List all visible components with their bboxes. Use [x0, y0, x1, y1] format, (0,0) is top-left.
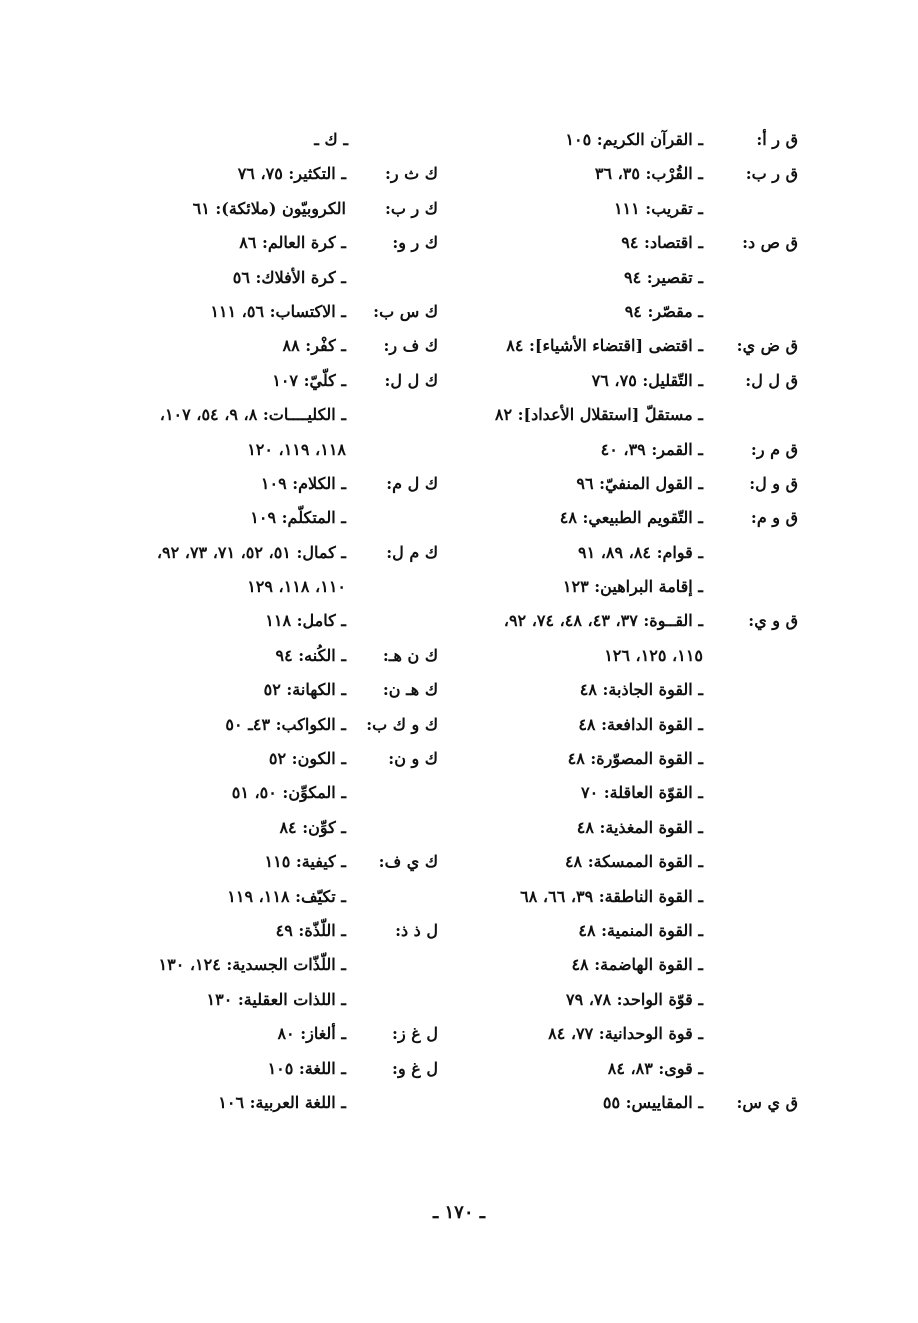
- root-letters: ك ث ر:: [384, 164, 438, 184]
- index-row: [63, 226, 438, 260]
- index-entry: ـ قوّة الواحد: ٧٨، ٧٩: [565, 989, 703, 1009]
- root-letters: ل غ ز:: [392, 1024, 438, 1044]
- root-letters: ق ي س:: [736, 1092, 798, 1112]
- index-entry: ـ القُرْب: ٣٥، ٣٦: [594, 164, 703, 184]
- index-row: [468, 742, 798, 776]
- index-entry: ـ كوِّن: ٨٤: [279, 817, 346, 837]
- index-entry: ـ مقصّر: ٩٤: [624, 301, 703, 321]
- right-index-column: [468, 123, 798, 1120]
- index-row: [63, 501, 438, 535]
- index-entry: ـ اللذات العقلية: ١٣٠: [206, 989, 346, 1009]
- root-letters: ك و ن:: [388, 749, 438, 769]
- index-row: [468, 261, 798, 295]
- index-entry: ـ كامل: ١١٨: [265, 611, 346, 631]
- index-entry: ـ ك ـ: [314, 130, 348, 149]
- index-row: [63, 261, 438, 295]
- index-entry: ـ الكلام: ١٠٩: [260, 473, 346, 493]
- index-entry: ـ القمر: ٣٩، ٤٠: [600, 439, 703, 459]
- index-entry: ـ قوى: ٨٣، ٨٤: [607, 1058, 703, 1078]
- index-entry: ـ كرة العالم: ٨٦: [239, 233, 346, 253]
- index-entry: ـ التّقويم الطبيعي: ٤٨: [559, 508, 703, 528]
- index-row: [63, 192, 438, 226]
- index-entry: ـ المكوِّن: ٥٠، ٥١: [231, 783, 346, 803]
- index-row: [63, 157, 438, 191]
- index-row: [468, 157, 798, 191]
- index-row: [63, 1086, 438, 1120]
- index-row: [468, 501, 798, 535]
- index-row: [63, 983, 438, 1017]
- index-row: [63, 708, 438, 742]
- root-letters: ق م ر:: [750, 439, 798, 459]
- root-letters: ل ذ ذ:: [395, 920, 438, 940]
- index-row: [63, 811, 438, 845]
- index-row: [63, 1052, 438, 1086]
- index-row: [468, 398, 798, 432]
- section-letter-header: [63, 123, 438, 157]
- index-row: [63, 639, 438, 673]
- index-entry: ـ اللّذّات الجسدية: ١٢٤، ١٣٠: [158, 955, 346, 975]
- index-entry: ـ كيفية: ١١٥: [264, 852, 346, 872]
- index-row: [63, 604, 438, 638]
- index-row: [468, 1017, 798, 1051]
- index-row: [468, 983, 798, 1017]
- index-entry: ـ اللّذّة: ٤٩: [275, 920, 346, 940]
- index-entry: ـ القوّة العاقلة: ٧٠: [581, 783, 703, 803]
- index-row: [63, 1017, 438, 1051]
- root-letters: ق ص د:: [742, 233, 798, 253]
- index-entry: ـ كفْر: ٨٨: [282, 336, 346, 356]
- index-entry: ـ المقاييس: ٥٥: [602, 1092, 703, 1112]
- index-entry: ـ الكهانة: ٥٢: [263, 680, 346, 700]
- index-row: [468, 1086, 798, 1120]
- index-row: [63, 536, 438, 570]
- index-entry: ـ القول المنفيّ: ٩٦: [576, 473, 703, 493]
- index-entry: ١١٨، ١١٩، ١٢٠: [247, 439, 346, 459]
- index-row: [63, 295, 438, 329]
- index-entry: ـ القوة الدافعة: ٤٨: [578, 714, 703, 734]
- index-entry: ـ ألغاز: ٨٠: [277, 1024, 346, 1044]
- index-row: [468, 329, 798, 363]
- index-row: [468, 880, 798, 914]
- root-letters: ك ل ل:: [384, 370, 438, 390]
- index-entry: ـ القوة الممسكة: ٤٨: [564, 852, 703, 872]
- index-row: [63, 742, 438, 776]
- index-row: [63, 329, 438, 363]
- index-row: [468, 604, 798, 638]
- index-row: [63, 364, 438, 398]
- root-letters: ق و م:: [750, 508, 798, 528]
- index-row: [468, 570, 798, 604]
- index-row: [468, 536, 798, 570]
- index-row: [468, 1052, 798, 1086]
- index-entry: ـ قوام: ٨٤، ٨٩، ٩١: [577, 542, 703, 562]
- index-entry: ١١٥، ١٢٥، ١٢٦: [604, 645, 703, 665]
- root-letters: ق ل ل:: [745, 370, 798, 390]
- index-entry: ـ الكليــــات: ٨، ٩، ٥٤، ١٠٧،: [159, 405, 346, 425]
- index-entry: ـ إقامة البراهين: ١٢٣: [562, 577, 703, 597]
- root-letters: ك ي ف:: [378, 852, 438, 872]
- index-entry: ـ القرآن الكريم: ١٠٥: [565, 130, 703, 149]
- index-row: [63, 914, 438, 948]
- index-entry: ـ تقصير: ٩٤: [624, 267, 703, 287]
- index-row: [63, 570, 438, 604]
- root-letters: ك م ل:: [386, 542, 438, 562]
- index-entry: ـ كلّيّ: ١٠٧: [272, 370, 346, 390]
- index-entry: ـ الكواكب: ٤٣ـ ٥٠: [225, 714, 346, 734]
- index-entry: ـ اللغة العربية: ١٠٦: [218, 1092, 346, 1112]
- index-row: [468, 811, 798, 845]
- index-entry: ـ القوة المصوّرة: ٤٨: [567, 749, 703, 769]
- index-row: [468, 192, 798, 226]
- index-entry: ١١٠، ١١٨، ١٢٩: [247, 577, 346, 597]
- index-row: [468, 295, 798, 329]
- index-row: [63, 398, 438, 432]
- index-row: [468, 364, 798, 398]
- left-index-column: [63, 123, 438, 1120]
- index-entry: ـ كرة الأفلاك: ٥٦: [232, 267, 346, 287]
- index-entry: ـ القوة الهاضمة: ٤٨: [571, 955, 703, 975]
- page-number: ـ ١٧٠ ـ: [432, 1202, 486, 1223]
- index-row: [63, 845, 438, 879]
- root-letters: ق و ي:: [748, 611, 798, 631]
- index-entry: ـ الكون: ٥٢: [268, 749, 346, 769]
- root-letters: ق ض ي:: [736, 336, 798, 356]
- index-row: [63, 776, 438, 810]
- index-row: [63, 673, 438, 707]
- index-row: [63, 948, 438, 982]
- index-entry: ـ القوة المغذية: ٤٨: [576, 817, 703, 837]
- index-row: [468, 776, 798, 810]
- index-row: [468, 433, 798, 467]
- index-entry: ـ اللغة: ١٠٥: [267, 1058, 346, 1078]
- root-letters: ك ف ر:: [383, 336, 438, 356]
- index-row: [468, 948, 798, 982]
- index-entry: ـ قوة الوحدانية: ٧٧، ٨٤: [548, 1024, 703, 1044]
- index-row: [63, 467, 438, 501]
- root-letters: ك ل م:: [386, 473, 438, 493]
- index-row: [468, 639, 798, 673]
- index-row: [468, 467, 798, 501]
- root-letters: ك هـ ن:: [382, 680, 438, 700]
- root-letters: ك س ب:: [373, 301, 438, 321]
- index-entry: ـ القوة الناطقة: ٣٩، ٦٦، ٦٨: [520, 886, 703, 906]
- root-letters: ك و ك ب:: [366, 714, 438, 734]
- index-entry: ـ التكثير: ٧٥، ٧٦: [237, 164, 346, 184]
- index-entry: ـ القوة المنمية: ٤٨: [578, 920, 703, 940]
- index-row: [468, 845, 798, 879]
- index-row: [63, 433, 438, 467]
- index-entry: ـ كمال: ٥١، ٥٢، ٧١، ٧٣، ٩٢،: [156, 542, 346, 562]
- index-entry: ـ تقريب: ١١١: [613, 198, 703, 218]
- index-entry: ـ مستقلّ [استقلال الأعداد]: ٨٢: [494, 405, 703, 425]
- index-entry: ـ اقتضى [اقتضاء الأشياء]: ٨٤: [506, 336, 703, 356]
- root-letters: ك ن هـ:: [382, 645, 438, 665]
- root-letters: ق ر أ:: [756, 130, 798, 149]
- index-row: [63, 880, 438, 914]
- index-entry: ـ الكُنه: ٩٤: [275, 645, 346, 665]
- root-letters: ك ر ب:: [384, 198, 438, 218]
- index-entry: ـ تكيّف: ١١٨، ١١٩: [227, 886, 346, 906]
- index-entry: ـ الاكتساب: ٥٦، ١١١: [210, 301, 346, 321]
- root-letters: ل غ و:: [392, 1058, 438, 1078]
- index-row: [468, 673, 798, 707]
- index-entry: ـ اقتصاد: ٩٤: [621, 233, 703, 253]
- index-row: [468, 708, 798, 742]
- index-entry: ـ المتكلّم: ١٠٩: [250, 508, 346, 528]
- root-letters: ك ر و:: [392, 233, 438, 253]
- index-row: [468, 914, 798, 948]
- root-letters: ق و ل:: [749, 473, 798, 493]
- index-entry: ـ القــوة: ٣٧، ٤٣، ٤٨، ٧٤، ٩٢،: [503, 611, 703, 631]
- root-letters: ق ر ب:: [745, 164, 798, 184]
- index-entry: ـ القوة الجاذبة: ٤٨: [579, 680, 703, 700]
- index-entry: ـ التّقليل: ٧٥، ٧٦: [591, 370, 703, 390]
- index-row: [468, 123, 798, 157]
- index-entry: الكروبيّون (ملائكة): ٦١: [192, 198, 346, 218]
- index-row: [468, 226, 798, 260]
